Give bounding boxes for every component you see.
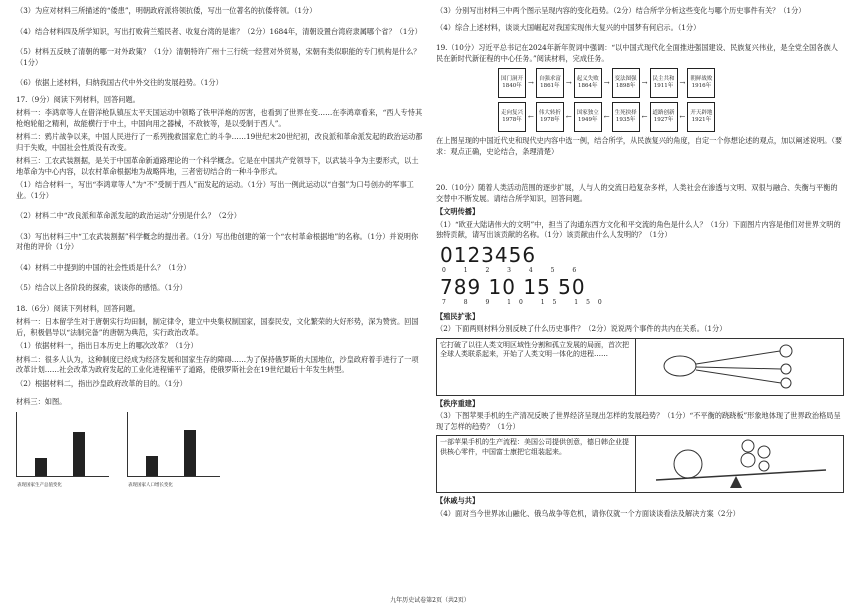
- colonial-text: 它打破了以往人类文明区域性分割和孤立发展的局面，首次把全球人类联系起来，开始了人类文明一体化的进程……: [437, 339, 636, 395]
- numerals-figure: [440, 244, 844, 266]
- q20-table-colonial: [436, 338, 844, 396]
- q19-title: 19.（10分）习近平总书记在2024年新年贺词中强调：“以中国式现代化全面推进强国建设、民族复兴伟业，是全党全国各族人民在新时代新征程的中心任务。”阅读材料，完成任务。: [436, 43, 838, 63]
- q20-tag-colonial: 【殖民扩张】: [436, 311, 480, 321]
- seesaw-icon: [636, 436, 846, 490]
- q20-tag-order: 【秩序重建】: [436, 398, 480, 408]
- chart-gdp: [16, 412, 109, 488]
- flow-bottom-box: 道路创新 1927年: [650, 102, 678, 132]
- q18-charts: [16, 412, 424, 488]
- q17-sub2: （2）材料二中“改良派和革命派发起的政治运动”分别是什么？（2分）: [16, 211, 241, 220]
- numerals-bottom: 789 10 15 50: [440, 275, 586, 299]
- q17-sub3: （3）写出材料三中“工农武装割据”科学概念的提出者。（1分）写出他创建的第一个“农村革命根据地”的名称。（1分）并说明你对他的评价（1分）: [16, 231, 419, 251]
- q19-flow-top: [498, 68, 844, 98]
- numerals-mid: 0 1 2 3 4 5 6: [442, 266, 585, 274]
- arrow-icon: →: [641, 78, 648, 87]
- chart-pop-bar-1: [146, 456, 158, 476]
- q18-title: 18.（6分）阅读下列材料，回答问题。: [16, 303, 140, 313]
- q19-flow-bottom: [498, 102, 844, 132]
- trade-diagram: [636, 339, 843, 395]
- iphone-text: 一部苹果手机的生产流程：美国公司提供创意，德日韩企业提供核心零件，中国富士康把它组装起来。: [437, 436, 636, 492]
- chart-gdp-bar-2: [73, 432, 85, 476]
- q16-sub3: （3）为应对材料三所描述的“倭患”，明朝政府派将领抗倭，写出一位著名的抗倭将领。（1分）: [16, 6, 317, 15]
- question-19: [436, 43, 844, 157]
- arrow-icon: ←: [641, 112, 648, 121]
- q18-material-2: 材料二：很多人认为，这种制度已经成为经济发展和国家生存的障碍……为了保持俄罗斯的大国地位，沙皇政府着手进行了一项改革计划……社会改革为政府发起的工业化进程铺平了道路，使俄罗斯社会在19世纪最后十年发生转型。: [16, 354, 419, 374]
- flow-top-box: 国门洞开 1840年: [498, 68, 526, 98]
- arrow-icon: ←: [679, 112, 686, 121]
- question-17: [16, 95, 424, 294]
- flow-bottom-box: 生死抉择 1935年: [612, 102, 640, 132]
- q20-tag-civilization: 【文明传播】: [436, 207, 480, 216]
- arrow-icon: ←: [565, 112, 572, 121]
- arrow-icon: →: [603, 78, 610, 87]
- flow-bottom-box: 走向复兴 1978年: [498, 102, 526, 132]
- q20-sub3: （3）下图苹果手机的生产清况反映了世界经济呈现出怎样的发展趋势？（1分）“不平衡的跷跷板”形象地体现了世界政治格局呈现了怎样的趋势？（1分）: [436, 411, 841, 431]
- q18-material-1: 材料一：日本留学生对于唐朝实行均田制，制定律令，建立中央集权制国家，国泰民安，文化繁荣的大好形势，深为赞赏。回国后，积极倡导以“法制完备”的唐朝为典范，实行政治改革。: [16, 317, 419, 337]
- q18-sub4: （4）综合上述材料，谈谈大国崛起对我国实现伟大复兴的中国梦有何启示。（1分）: [436, 22, 701, 32]
- q20-tag-together: 【休戚与共】: [436, 496, 480, 505]
- numerals-caption: 7 8 9 10 15 150: [442, 299, 610, 306]
- right-column: [436, 6, 844, 529]
- q20-sub1: （1）“欧亚大陆诸伟大的文明”中，担当了沟通东西方文化和平交流的角色是什么人？（1分）下面图片内容是他们对世界文明的独特贡献，请写出该贡献的名称。（1分）该贡献由什么人发明的？（1分）: [436, 219, 841, 239]
- triangle-trade-icon: [636, 339, 846, 393]
- q20-table-order: [436, 435, 844, 493]
- seesaw-diagram: [636, 436, 843, 492]
- flow-bottom-box: 伟大转折 1978年: [536, 102, 564, 132]
- flow-top-box: 变法图强 1898年: [612, 68, 640, 98]
- question-18: [16, 303, 424, 488]
- q16-tail: [16, 6, 424, 89]
- chart-gdp-caption: 表现国家生产总值变化: [17, 483, 62, 488]
- q17-material-1: 材料一：李鸿章等人在借洋枪队镇压太平天国运动中领略了铁甲洋炮的厉害，也看到了世界在变……在李鸿章看来，“西人专恃其枪炮轮船之精利，故能横行于中土，中国向用之器械，不敌彼等，是以受制于西人”。: [16, 108, 423, 128]
- q17-material-3: 材料三：工农武装割据，是关于中国革命新道路理论的一个科学概念。它是在中国共产党领导下，以武装斗争为主要形式，以土地革命为中心内容，以农村革命根据地为战略阵地，三者密切结合的一种斗争形式。: [16, 156, 419, 176]
- q18-tail: [436, 6, 844, 33]
- q17-sub4: （4）材料二中提到的中国的社会性质是什么？（1分）: [16, 262, 191, 272]
- page-footer: 九年历史试卷第2页（共2页）: [390, 597, 470, 604]
- chart-pop-bar-2: [184, 430, 196, 476]
- q18-sub2: （2）根据材料二，指出沙皇政府改革的目的。（1分）: [16, 378, 187, 388]
- q17-sub1: （1）结合材料一，写出“李鸿章等人”为“不”受制于西人”而发起的运动。（1分）写出一例此运动以“自强”为口号创办的军事工业。（1分）: [16, 180, 414, 200]
- left-column: [16, 6, 424, 487]
- flow-top-box: 起义失败 1864年: [574, 68, 602, 98]
- q16-sub6: （6）依据上述材料，归纳我国古代中外交往的发展趋势。（1分）: [16, 78, 223, 87]
- q19-task: 在上图呈现的中国近代史和现代史内容中选一例，结合所学，从民族复兴的角度，自定一个你想论述的观点，加以阐述说明。（要求：观点正确，史论结合，条理清楚）: [436, 136, 843, 156]
- q18-sub1: （1）依据材料一，指出日本历史上的哪次改革？（1分）: [16, 341, 198, 350]
- chart-pop-caption: 表现国家人口增长变化: [128, 483, 173, 488]
- q16-sub4: （4）结合材料四及所学知识，写出打败荷兰殖民者、收复台湾的是谁？（2分）1684年，清朝设置台湾府隶属哪个省？（1分）: [16, 26, 422, 36]
- q20-title: 20.（10分）随着人类活动范围的逐步扩展，人与人的交流日趋复杂多样，人类社会在渗透与文明、双很与融合、失衡与平衡的交替中不断发展。请结合所学知识，回答问题。: [436, 183, 838, 203]
- q20-sub4: （4）面对当今世界冰山融化、俄乌战争等危机，请你仅就一个方面谈谈看法及解决方案（2分）: [436, 508, 740, 518]
- numerals-top: 0123456: [440, 242, 537, 267]
- q18-sub3: （3）分别写出材料三中两个图示呈现内容的变化趋势。（2分）结合所学分析这些变化与哪个历史事件有关？（1分）: [436, 6, 806, 15]
- arrow-icon: →: [679, 78, 686, 87]
- flow-bottom-box: 开天辟地 1921年: [687, 102, 715, 132]
- flow-bottom-box: 国家独立 1949年: [574, 102, 602, 132]
- q18-material-3: 材料三：如图。: [16, 397, 67, 406]
- q20-sub2: （2）下面两则材料分别反映了什么历史事件？（2分）说说两个事件的共内在关系。（1分）: [436, 324, 727, 333]
- arrow-icon: →: [565, 78, 572, 87]
- chart-population: [127, 412, 220, 488]
- flow-top-box: 自强求富 1861年: [536, 68, 564, 98]
- arrow-icon: →: [528, 78, 534, 87]
- chart-gdp-bar-1: [35, 458, 47, 476]
- q16-sub5: （5）材料五反映了清朝的哪一对外政策？（1分）清朝特许广州十三行统一经营对外贸易，宋朝有类似职能的专门机构是什么？（1分）: [16, 47, 421, 67]
- question-20: [436, 183, 844, 519]
- q17-material-2: 材料二：鸦片战争以来，中国人民进行了一系列挽救国家危亡的斗争……19世纪末20世纪初，改良派和革命派发起的政治运动都归于失败，中国社会性质没有改变。: [16, 132, 423, 152]
- arrow-icon: ←: [603, 112, 610, 121]
- flow-top-box: 民主共和 1911年: [650, 68, 678, 98]
- q17-sub5: （5）结合以上各阶段的探索，谈谈你的感悟。（1分）: [16, 283, 187, 292]
- arrow-icon: ←: [528, 112, 534, 121]
- flow-top-box: 朝鲜战败 1916年: [687, 68, 715, 98]
- q17-title: 17.（9分）阅读下列材料，回答问题。: [16, 94, 140, 104]
